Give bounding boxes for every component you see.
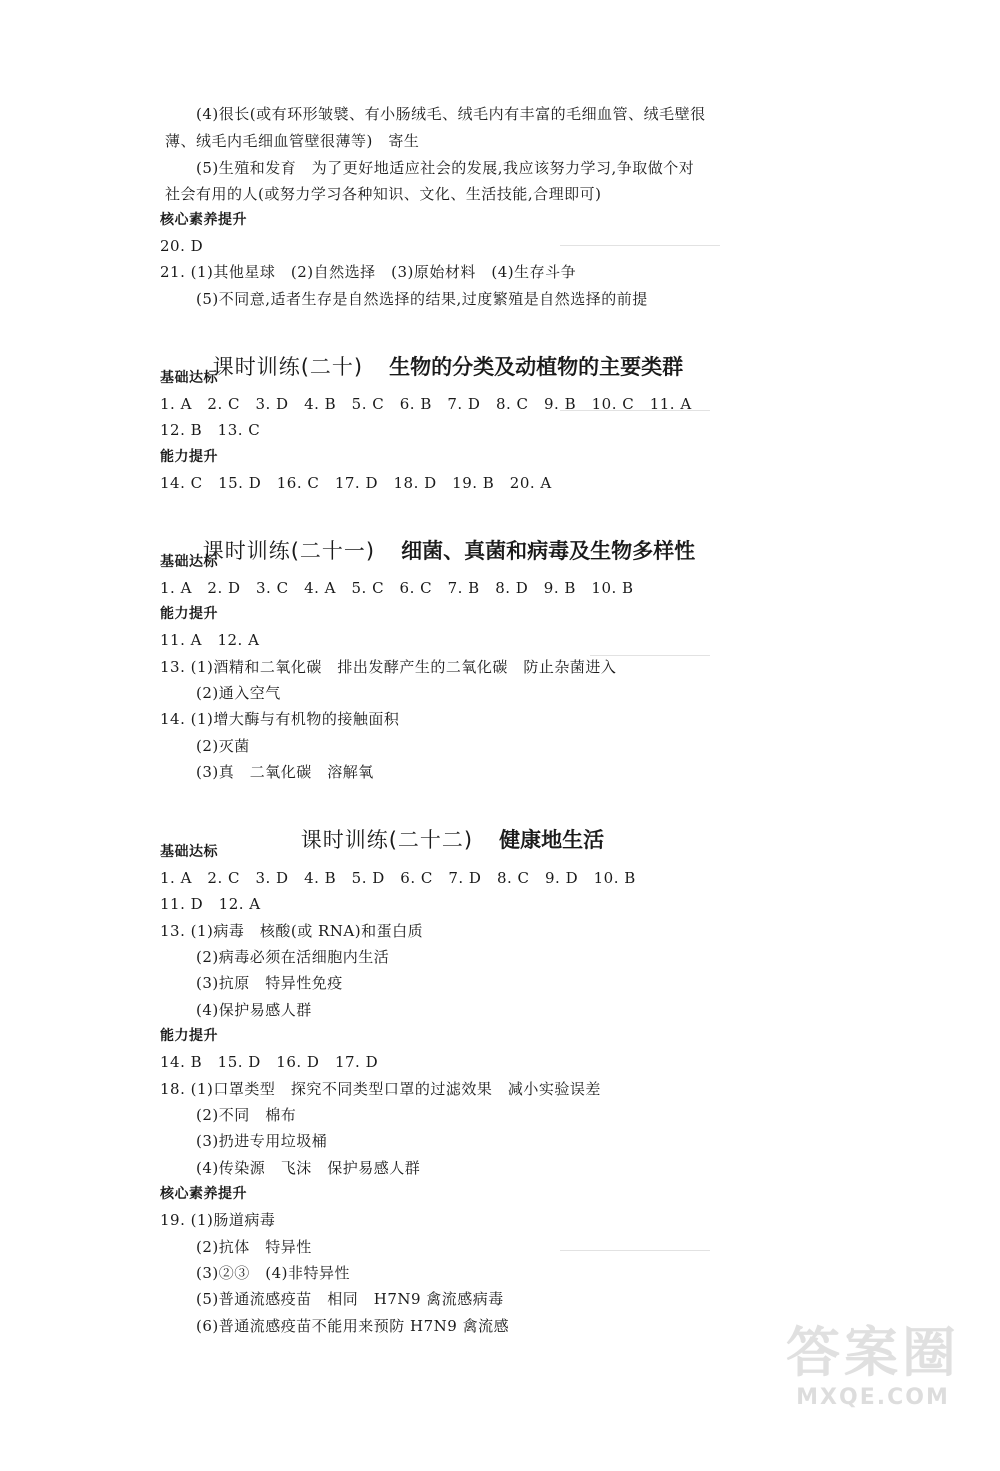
subheading: 核心素养提升 [160, 212, 247, 228]
answer-line: 1. A 2. D 3. C 4. A 5. C 6. C 7. B 8. D 9. B 10. B [160, 579, 634, 597]
text-line: (5)生殖和发育 为了更好地适应社会的发展,我应该努力学习,争取做个对 [196, 159, 695, 177]
answer-line: 11. D 12. A [160, 895, 261, 913]
watermark-url: MXQE.COM [796, 1385, 950, 1410]
answer-line: (3)真 二氧化碳 溶解氧 [196, 763, 374, 781]
answer-line: (2)病毒必须在活细胞内生活 [196, 948, 390, 966]
answer-line: 18. (1)口罩类型 探究不同类型口罩的过滤效果 减小实验误差 [160, 1080, 601, 1098]
answer-line: (3)抗原 特异性免疫 [196, 974, 343, 992]
answer-line: (4)传染源 飞沫 保护易感人群 [196, 1159, 421, 1177]
answer-line: (2)抗体 特异性 [196, 1238, 312, 1256]
subheading: 核心素养提升 [160, 1186, 247, 1202]
bleed-through [560, 245, 720, 246]
answer-line: (2)不同 棉布 [196, 1106, 297, 1124]
section-number: 课时训练(二十一) [202, 539, 376, 563]
answer-line: 14. B 15. D 16. D 17. D [160, 1053, 379, 1071]
answer-line: 14. C 15. D 16. C 17. D 18. D 19. B 20. A [160, 474, 552, 492]
section-name: 健康地生活 [499, 828, 605, 852]
subheading: 能力提升 [160, 606, 218, 622]
answer-line: 20. D [160, 237, 204, 255]
subheading: 基础达标 [160, 370, 218, 386]
section-name: 生物的分类及动植物的主要类群 [389, 355, 684, 379]
answer-line: 21. (1)其他星球 (2)自然选择 (3)原始材料 (4)生存斗争 [160, 263, 577, 281]
bleed-through [590, 655, 710, 656]
answer-line: 13. (1)病毒 核酸(或 RNA)和蛋白质 [160, 922, 424, 940]
subheading: 基础达标 [160, 554, 218, 570]
answer-line: 13. (1)酒精和二氧化碳 排出发酵产生的二氧化碳 防止杂菌进入 [160, 658, 617, 676]
section-number: 课时训练(二十二) [300, 828, 474, 852]
answer-line: (2)灭菌 [196, 737, 250, 755]
text-line: 社会有用的人(或努力学习各种知识、文化、生活技能,合理即可) [165, 185, 602, 203]
answer-line: (2)通入空气 [196, 684, 281, 702]
subheading: 能力提升 [160, 1028, 218, 1044]
subheading: 基础达标 [160, 844, 218, 860]
bleed-through [560, 1250, 710, 1251]
answer-line: (3)扔进专用垃圾桶 [196, 1132, 328, 1150]
answer-line: (4)保护易感人群 [196, 1001, 312, 1019]
answer-line: (5)普通流感疫苗 相同 H7N9 禽流感病毒 [196, 1290, 504, 1308]
subheading: 能力提升 [160, 449, 218, 465]
watermark [768, 1321, 978, 1431]
section-number: 课时训练(二十) [212, 355, 364, 379]
answer-line: (6)普通流感疫苗不能用来预防 H7N9 禽流感 [196, 1317, 510, 1335]
text-line: 薄、绒毛内毛细血管壁很薄等) 寄生 [165, 132, 420, 150]
answer-line: 14. (1)增大酶与有机物的接触面积 [160, 710, 400, 728]
answer-line: 11. A 12. A [160, 631, 260, 649]
text-line: (4)很长(或有环形皱襞、有小肠绒毛、绒毛内有丰富的毛细血管、绒毛壁很 [196, 105, 706, 123]
answer-line: (5)不同意,适者生存是自然选择的结果,过度繁殖是自然选择的前提 [196, 290, 648, 308]
answer-line: 12. B 13. C [160, 421, 261, 439]
answer-line: 1. A 2. C 3. D 4. B 5. C 6. B 7. D 8. C 9. B 10. C 11. A [160, 395, 692, 413]
answer-line: 19. (1)肠道病毒 [160, 1211, 276, 1229]
answer-line: 1. A 2. C 3. D 4. B 5. D 6. C 7. D 8. C 9. D 10. B [160, 869, 636, 887]
answer-line: (3)②③ (4)非特异性 [196, 1264, 350, 1282]
watermark-logo: 答案圈 [786, 1321, 960, 1384]
section-name: 细菌、真菌和病毒及生物多样性 [401, 539, 696, 563]
